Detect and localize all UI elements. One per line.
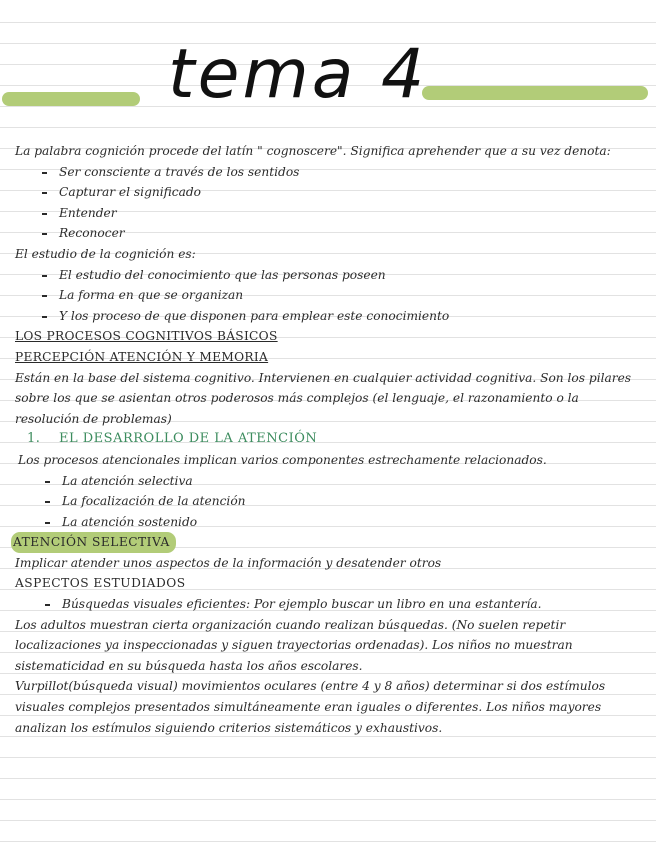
procesos-paragraph: Están en la base del sistema cognitivo. Intervienen en cualquier actividad cognitiva. Son los pilares sobre los que se asientan otros poderosos más complejos (el lenguaje, el razonamiento o la resolución de problemas) — [15, 370, 632, 426]
section-heading — [15, 429, 645, 450]
estudio-list — [15, 265, 645, 327]
vurpillot-paragraph: Vurpillot(búsqueda visual) movimientos oculares (entre 4 y 8 años) determinar si dos estímulos visuales complejos presentados simultáneamente eran iguales o diferentes. Los niños mayores analizan los estímulos siguiendo criterios sistemáticos y exhaustivos. — [15, 679, 606, 735]
notes-body — [15, 141, 645, 738]
aspectos-list — [15, 594, 645, 615]
list-item: La forma en que se organizan — [15, 285, 645, 306]
selectiva-label: ATENCIÓN SELECTIVA — [11, 532, 176, 553]
adultos-paragraph: Los adultos muestran cierta organización cuando realizan búsquedas. (No suelen repetir localizaciones ya inspeccionadas y siguen trayectorias ordenadas). Los niños no muestran sistematicidad en su búsqueda hasta los años escolares. — [15, 617, 573, 673]
estudio-paragraph: El estudio de la cognición es: — [15, 246, 196, 261]
list-item: Capturar el significado — [15, 182, 645, 203]
list-item: La atención sostenido — [15, 512, 645, 533]
aspectos-label: ASPECTOS ESTUDIADOS — [15, 576, 186, 591]
intro-list — [15, 162, 645, 244]
list-item: Entender — [15, 203, 645, 224]
page-title: tema 4 — [168, 35, 428, 114]
list-item: Búsquedas visuales eficientes: Por ejemplo buscar un libro en una estantería. — [15, 594, 645, 615]
title-highlight-right — [422, 86, 648, 100]
procesos-heading: LOS PROCESOS COGNITIVOS BÁSICOS — [15, 329, 278, 344]
atencion-list — [15, 471, 645, 533]
section-title: EL DESARROLLO DE LA ATENCIÓN — [59, 431, 318, 447]
percepcion-heading: PERCEPCIÓN ATENCIÓN Y MEMORIA — [15, 349, 269, 364]
title-highlight-left — [2, 92, 140, 106]
selectiva-paragraph: Implicar atender unos aspectos de la información y desatender otros — [15, 555, 442, 570]
list-item: Reconocer — [15, 223, 645, 244]
list-item: La focalización de la atención — [15, 491, 645, 512]
section-intro: Los procesos atencionales implican varios componentes estrechamente relacionados. — [18, 452, 547, 467]
section-number: 1. — [27, 431, 41, 447]
list-item: Ser consciente a través de los sentidos — [15, 162, 645, 183]
intro-paragraph: La palabra cognición procede del latín " cognoscere". Significa aprehender que a su vez denota: — [15, 144, 611, 158]
list-item: La atención selectiva — [15, 471, 645, 492]
list-item: El estudio del conocimiento que las personas poseen — [15, 265, 645, 286]
list-item: Y los proceso de que disponen para emplear este conocimiento — [15, 306, 645, 327]
